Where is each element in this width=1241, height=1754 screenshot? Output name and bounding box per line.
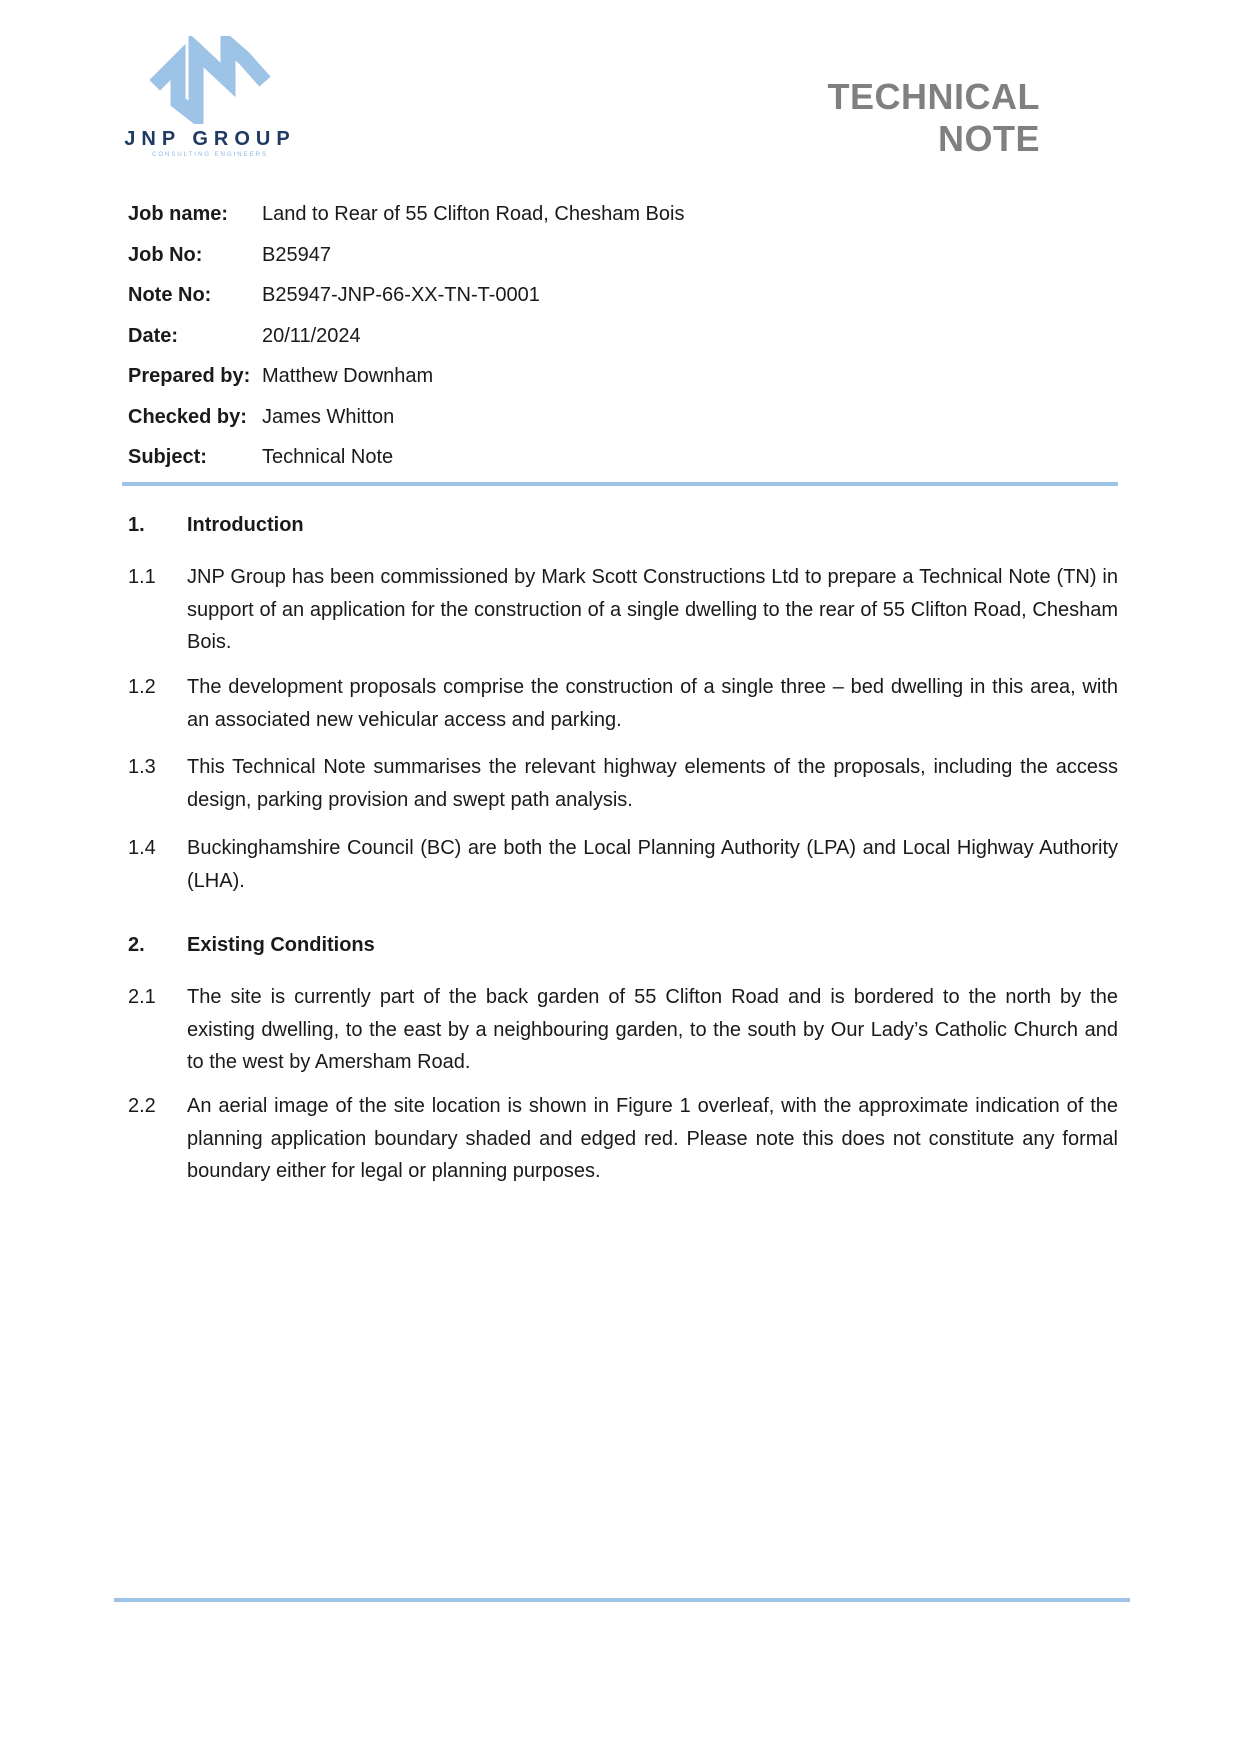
paragraph-text: The development proposals comprise the construction of a single three – bed dwelling in this area, with an associated new vehicular access and parking. [187, 676, 1118, 731]
jnp-logo-mark-icon [148, 36, 272, 124]
meta-row-job-name [128, 201, 684, 242]
meta-label: Note No: [128, 284, 212, 306]
paragraph-2-1 [128, 981, 1118, 1079]
paragraph-text: The site is currently part of the back garden of 55 Clifton Road and is bordered to the north by the existing dwelling, to the east by a neighbouring garden, to the south by Our Lady’s Catholic Church and to the west by Amersham Road. [187, 986, 1118, 1073]
paragraph-1-1 [128, 561, 1118, 659]
paragraph-2-2 [128, 1090, 1118, 1188]
meta-label: Date: [128, 324, 179, 347]
meta-value: Land to Rear of 55 Clifton Road, Chesham Bois [262, 203, 685, 225]
meta-row-checked-by [128, 404, 684, 445]
section-number: 1. [128, 514, 145, 536]
meta-label: Job No: [128, 243, 203, 266]
meta-row-prepared-by [128, 363, 684, 404]
meta-label: Prepared by: [128, 365, 251, 387]
paragraph-number: 1.3 [128, 756, 156, 778]
meta-label: Subject: [128, 446, 207, 468]
section-title: Existing Conditions [187, 934, 375, 956]
logo-tagline: CONSULTING ENGINEERS [152, 152, 268, 158]
paragraph-number: 2.1 [128, 986, 156, 1008]
paragraph-text: JNP Group has been commissioned by Mark Scott Constructions Ltd to prepare a Technical Note (TN) in support of an application for the construction of a single dwelling to the rear of 55 Clifton Road, Chesham Bois. [187, 566, 1118, 653]
header-divider [122, 482, 1118, 486]
meta-value: Matthew Downham [262, 365, 434, 387]
paragraph-text: This Technical Note summarises the relevant highway elements of the proposals, including the access design, parking provision and swept path analysis. [187, 756, 1118, 811]
paragraph-text: Buckinghamshire Council (BC) are both the Local Planning Authority (LPA) and Local Highway Authority (LHA). [187, 837, 1118, 892]
paragraph-number: 1.2 [128, 676, 156, 698]
job-metadata [128, 201, 684, 485]
section-title: Introduction [187, 514, 304, 536]
meta-label: Checked by: [128, 405, 247, 428]
company-logo [118, 36, 300, 164]
meta-value: B25947-JNP-66-XX-TN-T-0001 [262, 284, 540, 306]
meta-row-date [128, 323, 684, 364]
document-title: TECHNICAL NOTE [827, 76, 1040, 159]
meta-row-job-no [128, 242, 684, 283]
meta-value: James Whitton [262, 405, 395, 428]
paragraph-1-3 [128, 751, 1118, 816]
paragraph-1-4 [128, 832, 1118, 897]
meta-value: Technical Note [262, 446, 394, 468]
meta-row-note-no [128, 282, 684, 323]
meta-value: 20/11/2024 [262, 324, 361, 347]
paragraph-number: 1.1 [128, 566, 156, 588]
paragraph-1-2 [128, 671, 1118, 736]
section-heading-introduction [128, 512, 304, 538]
footer-divider [114, 1598, 1130, 1602]
paragraph-number: 1.4 [128, 837, 156, 859]
meta-value: B25947 [262, 243, 331, 266]
meta-label: Job name: [128, 203, 229, 225]
section-number: 2. [128, 934, 145, 956]
logo-wordmark: JNP GROUP [124, 128, 296, 150]
section-heading-existing-conditions [128, 932, 375, 958]
paragraph-text: An aerial image of the site location is shown in Figure 1 overleaf, with the approximate indication of the planning application boundary shaded and edged red. Please note this does not constitute any formal boundary either for legal or planning purposes. [187, 1095, 1118, 1182]
paragraph-number: 2.2 [128, 1095, 156, 1117]
meta-row-subject [128, 444, 684, 485]
